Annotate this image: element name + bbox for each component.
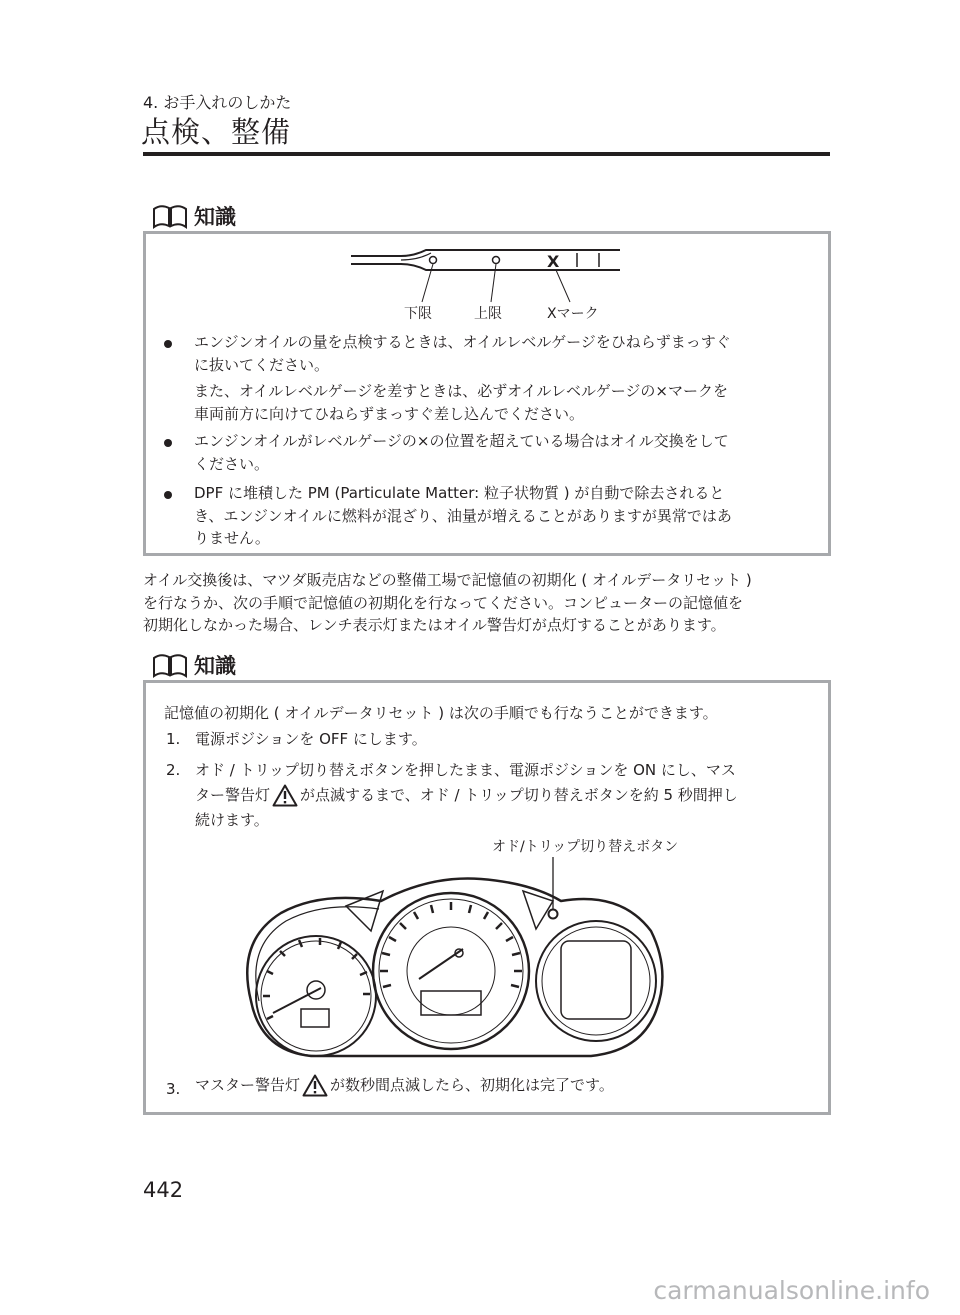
step-text-line: 続けます。: [195, 811, 269, 829]
knowledge-heading-label: 知識: [194, 654, 236, 678]
warning-triangle-icon: [302, 1074, 328, 1097]
step-number: 1.: [166, 730, 181, 748]
instrument-cluster-illustration: [231, 851, 671, 1073]
step-3: [166, 1073, 806, 1098]
page-number: 442: [143, 1178, 184, 1202]
paragraph-line: 初期化しなかった場合、レンチ表示灯またはオイル警告灯が点灯することがあります。: [143, 616, 726, 634]
info-display-icon: [536, 921, 656, 1041]
step-text-line: オド / トリップ切り替えボタンを押したまま、電源ポジションを ON にし、マス: [195, 761, 736, 779]
step-text-line: [195, 783, 816, 808]
knowledge-box-reset: [143, 680, 831, 1115]
reset-intro: 記憶値の初期化 ( オイルデータリセット ) は次の手順でも行なうことができます。: [164, 704, 718, 722]
bullet-icon: [164, 340, 172, 348]
bullet-subline: また、オイルレベルゲージを差すときは、必ずオイルレベルゲージの×マークを: [194, 382, 728, 400]
knowledge-heading: [152, 650, 236, 680]
odo-trip-button-label: オド/トリップ切り替えボタン: [492, 839, 679, 855]
book-icon: [152, 203, 188, 229]
page-title: 点検、整備: [141, 115, 292, 149]
knowledge-heading-label: 知識: [194, 205, 236, 229]
title-rule: [143, 152, 830, 156]
step-number: 3.: [166, 1080, 181, 1098]
upper-mark-icon: [493, 257, 500, 264]
bullet-line: に抜いてください。: [194, 355, 330, 374]
step-text: ター警告灯: [195, 786, 271, 804]
tachometer-icon: [256, 936, 376, 1056]
bullet-line: DPF に堆積した PM (Particulate Matter: 粒子状物質 ) が自動で除去されると: [194, 484, 725, 502]
watermark: carmanualsonline.info: [653, 1276, 930, 1305]
bullet-line: エンジンオイルがレベルゲージの×の位置を超えている場合はオイル交換をして: [194, 432, 729, 450]
bullet-line: エンジンオイルの量を点検するときは、オイルレベルゲージをひねらずまっすぐ: [194, 333, 731, 351]
warning-triangle-icon: [272, 784, 298, 807]
section-label: 4. お手入れのしかた: [143, 93, 292, 112]
step-number: 2.: [166, 761, 181, 779]
body-paragraph: [143, 569, 833, 637]
lower-mark-icon: [430, 257, 437, 264]
bullet-icon: [164, 491, 172, 499]
bullet-item: [164, 430, 814, 475]
bullet-subline: 車両前方に向けてひねらずまっすぐ差し込んでください。: [194, 404, 585, 423]
lower-limit-label: 下限: [404, 306, 432, 322]
bullet-item: [164, 331, 814, 425]
bullet-icon: [164, 439, 172, 447]
bullet-line: き、エンジンオイルに燃料が混ざり、油量が増えることがありますが異常ではあ: [194, 506, 732, 525]
paragraph-line: オイル交換後は、マツダ販売店などの整備工場で記憶値の初期化 ( オイルデータリセット ): [143, 571, 752, 589]
knowledge-box-dipstick: [143, 231, 831, 556]
bullet-line: ください。: [194, 454, 270, 473]
odo-trip-button-icon: [549, 910, 558, 919]
bullet-line: りません。: [194, 529, 270, 547]
knowledge-heading: [152, 201, 236, 231]
step-text: が数秒間点滅したら、初期化は完了です。: [330, 1076, 614, 1094]
step-2: [166, 758, 816, 833]
book-icon: [152, 652, 188, 678]
bullet-item: [164, 482, 814, 550]
speedometer-icon: [373, 893, 529, 1049]
x-mark-label: Xマーク: [547, 306, 599, 322]
step-text: が点滅するまで、オド / トリップ切り替えボタンを約 5 秒間押し: [300, 786, 738, 804]
paragraph-line: を行なうか、次の手順で記憶値の初期化を行なってください。コンピューターの記憶値を: [143, 593, 744, 612]
upper-limit-label: 上限: [474, 306, 502, 322]
step-text: 電源ポジションを OFF にします。: [195, 730, 427, 748]
step-text-line: [195, 1073, 806, 1098]
step-1: [166, 727, 806, 752]
step-text: マスター警告灯: [195, 1076, 301, 1094]
x-mark-icon: X: [547, 252, 560, 271]
